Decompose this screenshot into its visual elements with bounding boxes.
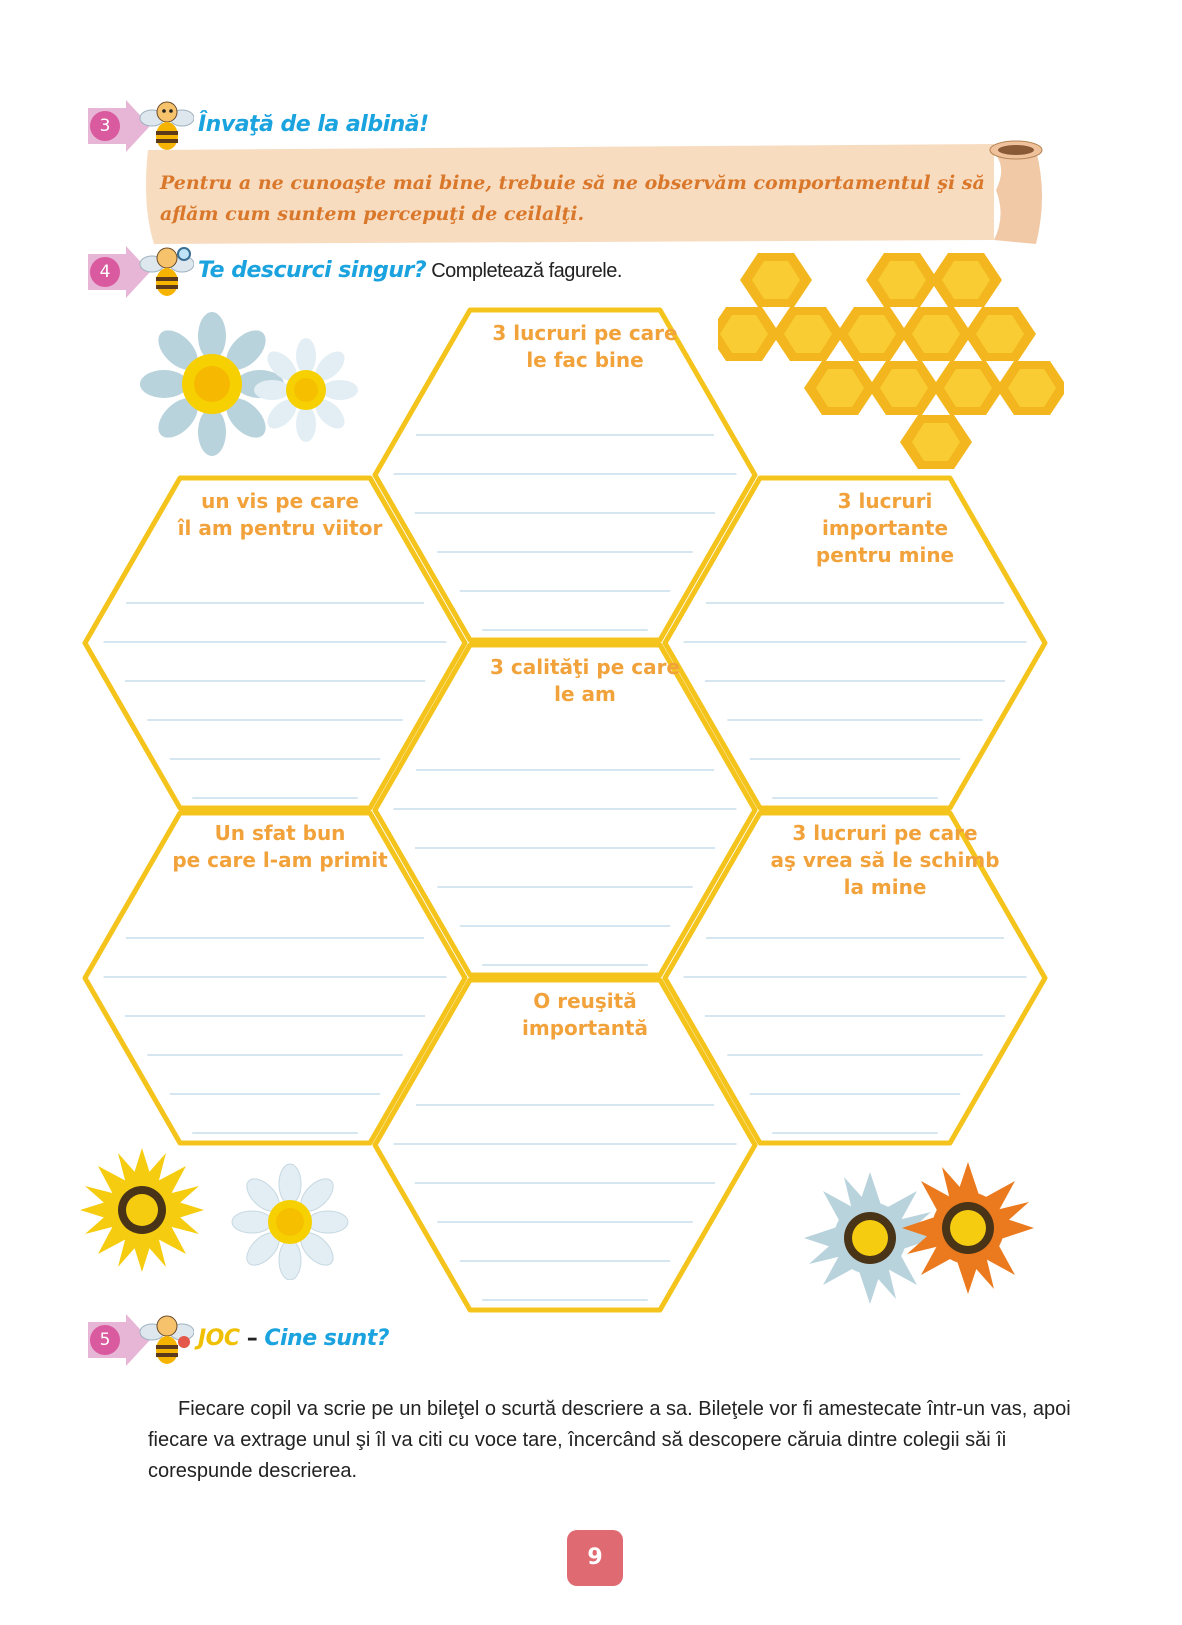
section-instruction: Completează fagurele. — [426, 260, 622, 282]
hex-label-things-i-do-well: 3 lucruri pe care le fac bine — [492, 321, 678, 372]
two-flowers-icon — [800, 1160, 1060, 1310]
hex-label-things-to-change: 3 lucruri pe care aş vrea să le schimb la mine — [770, 821, 1000, 899]
section-title: Învaţă de la albină! — [198, 112, 429, 137]
hex-label-achievement: O reuşită importantă — [522, 989, 648, 1040]
hex-label-advice: Un sfat bun pe care l-am primit — [172, 821, 388, 872]
hex-label-qualities: 3 calităţi pe care le am — [490, 655, 680, 706]
hex-label-important-things: 3 lucruri importante pentru mine — [815, 489, 955, 567]
game-instructions-paragraph: Fiecare copil va scrie pe un bileţel o scurtă descriere a sa. Bileţele vor fi amestecate într-un vas, apoi fiecare va extrage unul şi îl va citi cu voce tare, încercând să descopere căruia dintre colegii săi îi corespunde descrierea. — [148, 1398, 1071, 1482]
section-number: 5 — [90, 1325, 120, 1355]
section-5-header — [86, 1312, 506, 1368]
section-number: 3 — [90, 111, 120, 141]
sunflower-daisy-icon — [76, 1148, 356, 1280]
section-title: Te descurci singur? Completează fagurele. — [198, 258, 622, 283]
section-number: 4 — [90, 257, 120, 287]
hex-label-dream: un vis pe care îl am pentru viitor — [177, 489, 383, 540]
section-title: JOC – Cine sunt? — [198, 1326, 390, 1351]
bee-with-ball-icon — [138, 1312, 194, 1368]
page-number-badge: 9 — [567, 1530, 623, 1586]
scroll-text: Pentru a ne cunoaşte mai bine, trebuie să ne observăm comportamentul şi să aflăm cum suntem percepuţi de ceilalţi. — [160, 172, 985, 225]
